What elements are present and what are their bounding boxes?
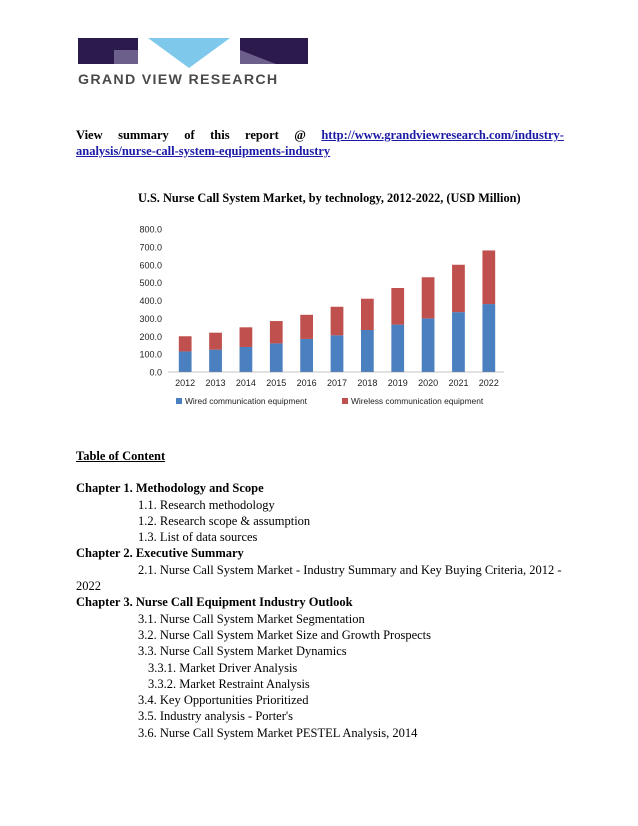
y-tick-label: 100.0 [139,349,162,360]
toc-item: 3.1. Nurse Call System Market Segmentation [138,611,365,626]
y-tick-label: 400.0 [139,296,162,306]
bar-wireless [361,299,374,330]
toc-item: 1.2. Research scope & assumption [138,513,311,528]
bar-wired [209,350,222,372]
toc-item: 1.1. Research methodology [138,497,275,512]
bar-wireless [331,307,344,336]
bar-wired [179,351,192,372]
toc-item: 3.3. Nurse Call System Market Dynamics [138,644,347,659]
x-tick-label: 2018 [357,378,378,388]
toc-chapter: Chapter 3. Nurse Call Equipment Industry Outlook [76,595,353,610]
x-tick-label: 2020 [418,378,439,388]
bar-wireless [270,321,283,343]
y-tick-label: 600.0 [139,260,162,271]
toc-item: 3.5. Industry analysis - Porter's [138,709,294,724]
x-tick-label: 2019 [387,378,408,388]
toc-chapter: Chapter 1. Methodology and Scope [76,481,264,496]
summary-word: this [210,128,230,142]
x-tick-label: 2017 [326,378,348,388]
legend-swatch [342,398,348,404]
bar-wired [300,339,313,372]
logo-triangle [148,38,230,68]
y-tick-label: 500.0 [139,278,162,289]
bar-wired [452,312,465,372]
logo-block-left-accent [114,50,138,64]
toc-item: 3.3.2. Market Restraint Analysis [148,676,310,691]
toc-item: 2.1. Nurse Call System Market - Industry Summary and Key Buying Criteria, 2012 - [138,562,562,577]
bar-wireless [209,333,222,350]
x-tick-label: 2012 [175,378,196,388]
x-tick-label: 2021 [448,378,469,388]
bar-wired [361,330,374,372]
bar-wired [391,325,404,372]
y-tick-label: 0.0 [149,367,162,378]
bar-wireless [300,315,313,339]
table-of-content [76,448,566,741]
stacked-bar-chart [130,218,510,418]
x-tick-label: 2013 [205,378,226,388]
bar-wireless [482,250,495,304]
summary-word: summary [118,128,169,142]
report-link-part2[interactable]: analysis/nurse-call-system-equipments-industry [76,144,331,158]
legend-label: Wireless communication equipment [351,396,484,406]
toc-item: 3.2. Nurse Call System Market Size and Growth Prospects [138,627,432,642]
x-tick-label: 2016 [296,378,317,388]
y-tick-label: 800.0 [139,224,162,235]
toc-item: 2022 [76,579,101,594]
legend-swatch [176,398,182,404]
bar-wireless [240,327,253,347]
y-tick-label: 700.0 [139,242,162,253]
bar-wired [331,335,344,372]
summary-word: View [76,128,103,142]
report-link-part1[interactable]: http://www.grandviewresearch.com/industry- [321,128,564,142]
bar-wired [270,343,283,372]
bar-wireless [422,277,435,318]
bar-wired [240,347,253,372]
bar-wired [482,304,495,372]
toc-item: 1.3. List of data sources [138,530,258,545]
summary-word: report [245,128,279,142]
y-tick-label: 300.0 [139,313,162,324]
logo-text: GRAND VIEW RESEARCH [78,72,279,88]
y-tick-label: 200.0 [139,331,162,342]
toc-item: 3.3.1. Market Driver Analysis [148,660,298,675]
x-tick-label: 2022 [478,378,499,388]
chart-title: U.S. Nurse Call System Market, by technology, 2012-2022, (USD Million) [138,191,521,205]
x-tick-label: 2015 [266,378,287,388]
summary-word: @ [294,128,306,142]
bar-wired [422,318,435,372]
toc-item: 3.4. Key Opportunities Prioritized [138,693,309,708]
bar-wireless [179,336,192,351]
bar-wireless [391,288,404,325]
report-summary-line [76,127,564,159]
toc-item: 3.6. Nurse Call System Market PESTEL Analysis, 2014 [138,725,418,740]
bar-wireless [452,265,465,312]
legend-label: Wired communication equipment [185,396,307,406]
toc-chapter: Chapter 2. Executive Summary [76,546,244,561]
summary-word: of [184,128,195,142]
x-tick-label: 2014 [235,378,256,388]
toc-heading: Table of Content [76,449,166,463]
